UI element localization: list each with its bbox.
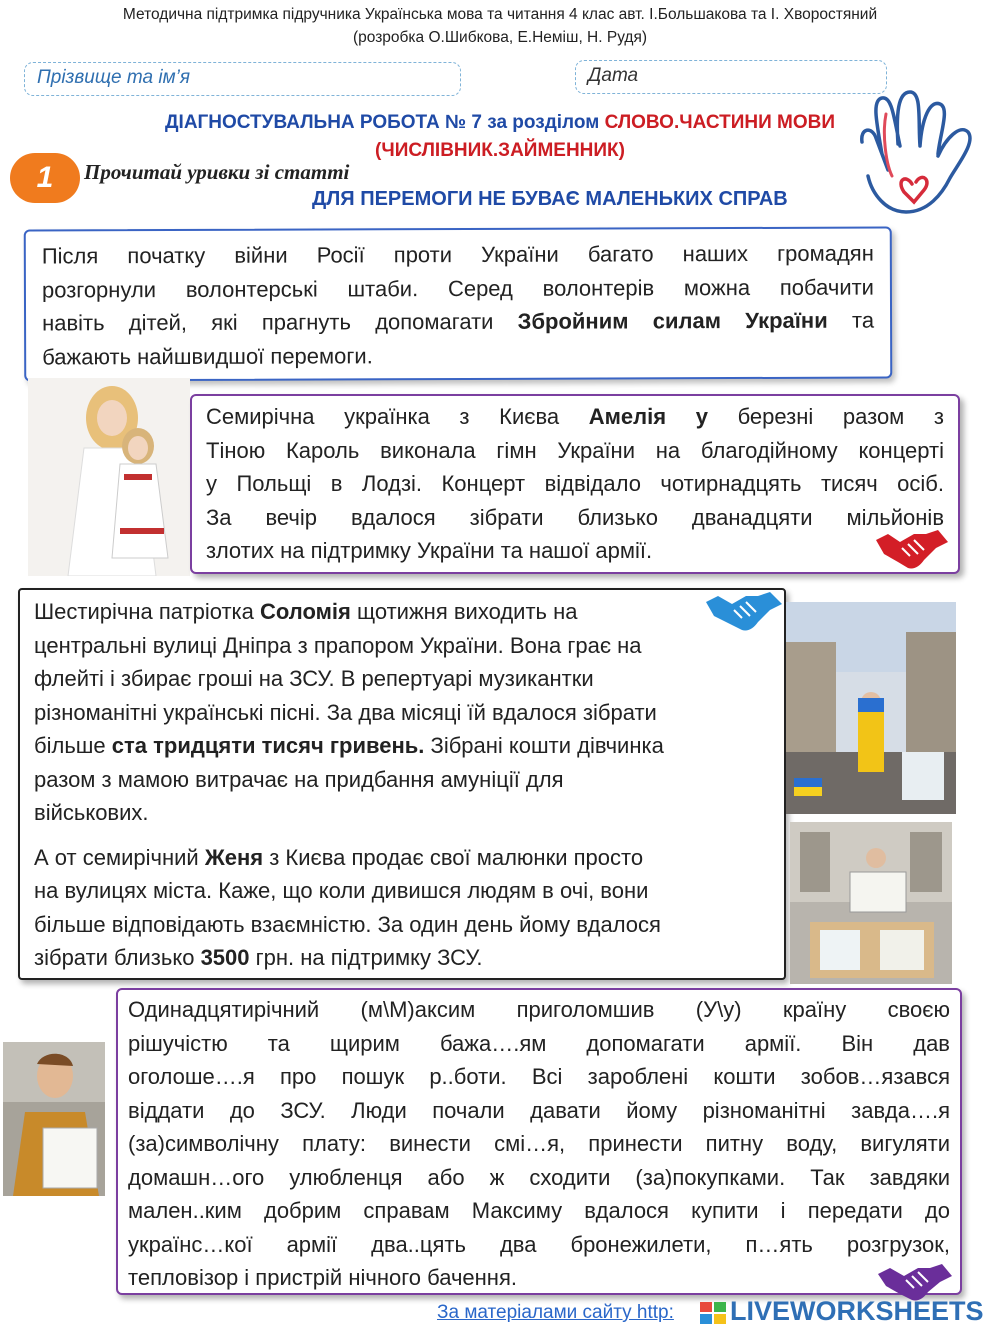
solomia-zhenia-paragraph-box [18, 588, 786, 980]
name-field-label: Прізвище та ім’я [37, 67, 190, 88]
maksym-line: мален..ким добрим справам Максиму вдалося купити і передати до [128, 1198, 950, 1223]
amelia-line: За вечір вдалося зібрати близько дванадцяти мільйонів [206, 504, 944, 530]
photo-zhenia [790, 822, 952, 984]
zhenia-text: з Києва продає свої малюнки просто [269, 844, 644, 870]
intro-line: бажають найшвидшої перемоги. [42, 342, 373, 369]
maksym-line: рішучістю та щирим бажа….ям допомагати армії. Він дав [128, 1030, 950, 1056]
handshake-red-icon [874, 528, 950, 574]
amelia-text: Семирічна українка з Києва [206, 404, 560, 429]
source-link[interactable]: За матеріалами сайту http: [437, 1302, 674, 1323]
page-title [0, 112, 1000, 134]
task-instruction: Прочитай уривки зі статті [84, 160, 350, 184]
zhenia-line: більше відповідають взаємністю. За один день йому вдалося [34, 911, 661, 937]
title-line-2: (ЧИСЛІВНИК.ЗАЙМЕННИК) [375, 140, 625, 161]
amelia-line: Тіною Кароль виконала гімн України на благодійному концерті [206, 437, 944, 463]
zhenia-line [34, 841, 770, 875]
intro-line [42, 304, 874, 340]
zhenia-text: зібрати близько [34, 945, 195, 970]
maksym-line: Одинадцятирічний (м\М)аксим приголомшив (У\у) країну своєю [128, 997, 950, 1022]
amelia-line: у Польщі в Лодзі. Концерт відвідало чотирнадцять тисяч осіб. [206, 471, 944, 496]
maksym-line: віддати до ЗСУ. Люди почали давати йому різноманітні завда….я [128, 1097, 950, 1123]
intro-text: навіть дітей, які прагнуть допомагати [42, 308, 494, 336]
maksym-line: (за)символічну плату: винести смі…я, принести питну воду, вигуляти [128, 1131, 950, 1156]
photo-amelia [28, 378, 190, 576]
zhenia-text: А от семирічний [34, 844, 199, 870]
intro-text: та [851, 307, 875, 333]
photo-solomia [786, 602, 956, 814]
maksym-line: тепловізор і пристрій нічного бачення. [128, 1265, 517, 1290]
zhenia-line [34, 941, 770, 975]
solomia-line: центральні вулиці Дніпра з прапором України. Вона грає на [34, 632, 642, 658]
zhenia-text: грн. на підтримку ЗСУ. [255, 945, 483, 970]
header-line-2: (розробка О.Шибкова, Е.Неміш, Н. Рудя) [352, 29, 648, 46]
title-blue-part: ДІАГНОСТУВАЛЬНА РОБОТА № 7 за розділом [165, 112, 600, 133]
amelia-text: березні разом з [737, 404, 944, 429]
amelia-line [206, 400, 944, 434]
solomia-bold-text: Соломія [260, 599, 351, 624]
title-red-part: СЛОВО.ЧАСТИНИ МОВИ [604, 112, 835, 133]
liveworksheets-logo-icon [700, 1302, 728, 1324]
zhenia-bold-text: Женя [204, 844, 264, 870]
maksym-line: українс…кої армії два..цять два бронежилети, п…ять розгрузок, [128, 1231, 950, 1257]
intro-paragraph-box [24, 226, 893, 381]
zhenia-bold-text: 3500 [200, 945, 250, 970]
solomia-line: різноманітні українські пісні. За два місяці їй вдалося зібрати [34, 699, 657, 725]
intro-line: розгорнули волонтерські штаби. Серед волонтерів можна побачити [41, 274, 874, 302]
amelia-paragraph-box [190, 394, 960, 574]
liveworksheets-watermark [700, 1296, 990, 1330]
solomia-line [34, 729, 770, 763]
date-field-label: Дата [588, 65, 639, 86]
article-title: ДЛЯ ПЕРЕМОГИ НЕ БУВАЄ МАЛЕНЬКИХ СПРАВ [312, 188, 788, 210]
amelia-line: злотих на підтримку України та нашої армії. [206, 538, 653, 563]
photo-maksym [3, 1042, 105, 1196]
maksym-paragraph-box [116, 988, 962, 1295]
handshake-blue-icon [704, 590, 784, 638]
task-number-badge: 1 [10, 153, 80, 203]
maksym-line: домашн…ого улюбленця або ж сходити (за)покупками. Так завдяки [128, 1164, 950, 1190]
name-field[interactable] [24, 62, 461, 96]
solomia-text: Зібрані кошти дівчинка [430, 733, 664, 758]
maksym-line: оголоше….я про пошук р..боти. Всі зароблені кошти зобов…язався [128, 1064, 950, 1089]
intro-line: Після початку війни Росії проти України багато наших громадян [41, 240, 874, 269]
solomia-bold-text: ста тридцяти тисяч гривень. [111, 733, 425, 758]
zhenia-line: на вулицях міста. Каже, що коли дивишся людям в очі, вони [34, 878, 649, 903]
header-line-1: Методична підтримка підручника Українська мова та читання 4 клас авт. І.Большакова та І. Хворостяний [122, 6, 878, 23]
amelia-bold-text: Амелія у [588, 404, 708, 429]
solomia-text: більше [34, 733, 106, 758]
solomia-line: військових. [34, 800, 149, 825]
liveworksheets-text: LIVEWORKSHEETS [730, 1296, 984, 1326]
solomia-line: флейті і збирає гроші на ЗСУ. В репертуарі музикантки [34, 666, 594, 691]
date-field[interactable] [575, 60, 887, 94]
solomia-line: разом з мамою витрачає на придбання амуніції для [34, 766, 564, 792]
solomia-line [34, 595, 770, 629]
solomia-text: щотижня виходить на [356, 599, 578, 624]
intro-bold-text: Збройним силам України [517, 307, 828, 334]
solomia-text: Шестирічна патріотка [34, 599, 254, 624]
